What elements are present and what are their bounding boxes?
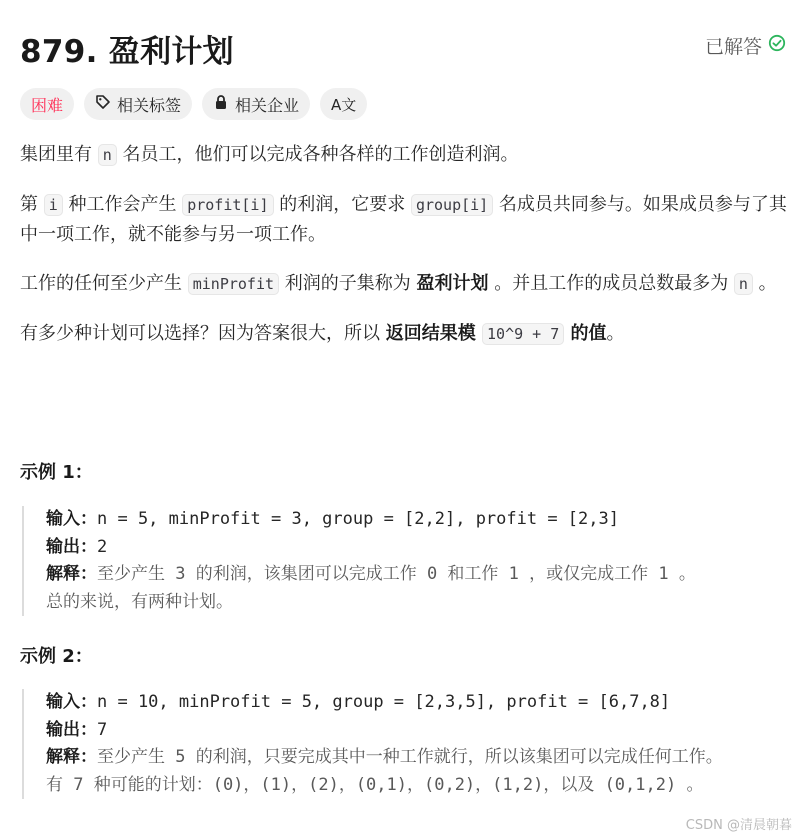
desc-paragraph-3: 工作的任何至少产生 minProfit 利润的子集称为 盈利计划 。并且工作的成员总数最多为 n 。 [20, 273, 777, 294]
tag-row [20, 88, 367, 122]
related-companies-label: 相关企业 [235, 95, 300, 115]
related-tags-button[interactable] [84, 88, 192, 120]
desc-paragraph-2: 第 i 种工作会产生 profit[i] 的利润，它要求 group[i] 名成员共同参与。如果成员参与了其中一项工作，就不能参与另一项工作。 [20, 194, 787, 245]
example-1-title: 示例 1： [20, 462, 93, 483]
problem-description [20, 140, 790, 369]
watermark: CSDN @清晨朝暮 [685, 818, 792, 833]
title-row [20, 24, 786, 70]
problem-title: 879. 盈利计划 [20, 34, 234, 70]
tag-icon [95, 94, 111, 114]
translate-icon: A文 [331, 95, 357, 114]
example-2-block: 输入：n = 10, minProfit = 5, group = [2,3,5], profit = [6,7,8] 输出：7 解释：至少产生 5 的利润，只要完成其中一种工作就行，所以该集团可以完成任何工作。 有 7 种可能的计划：(0)，(1)，(2)，(0,1)，(0,2)，(1,2)，以及 (0,1,2) 。 [22, 689, 804, 799]
difficulty-badge[interactable]: 困难 [20, 88, 74, 120]
solved-status [705, 32, 786, 59]
example-1-block: 输入：n = 5, minProfit = 3, group = [2,2], profit = [2,3] 输出：2 解释：至少产生 3 的利润，该集团可以完成工作 0 和工作 1 ，或仅完成工作 1 。 总的来说，有两种计划。 [22, 506, 804, 616]
desc-paragraph-1: 集团里有 n 名员工，他们可以完成各种各样的工作创造利润。 [20, 144, 519, 165]
solved-label: 已解答 [704, 36, 762, 58]
translate-button[interactable] [320, 88, 367, 120]
check-circle-icon [768, 34, 786, 57]
lock-icon [213, 94, 229, 114]
example-2-title: 示例 2： [20, 646, 93, 667]
desc-paragraph-4: 有多少种计划可以选择？因为答案很大，所以 返回结果模 10^9 + 7 的值。 [20, 323, 625, 344]
related-companies-button[interactable] [202, 88, 310, 120]
related-tags-label: 相关标签 [117, 95, 182, 115]
